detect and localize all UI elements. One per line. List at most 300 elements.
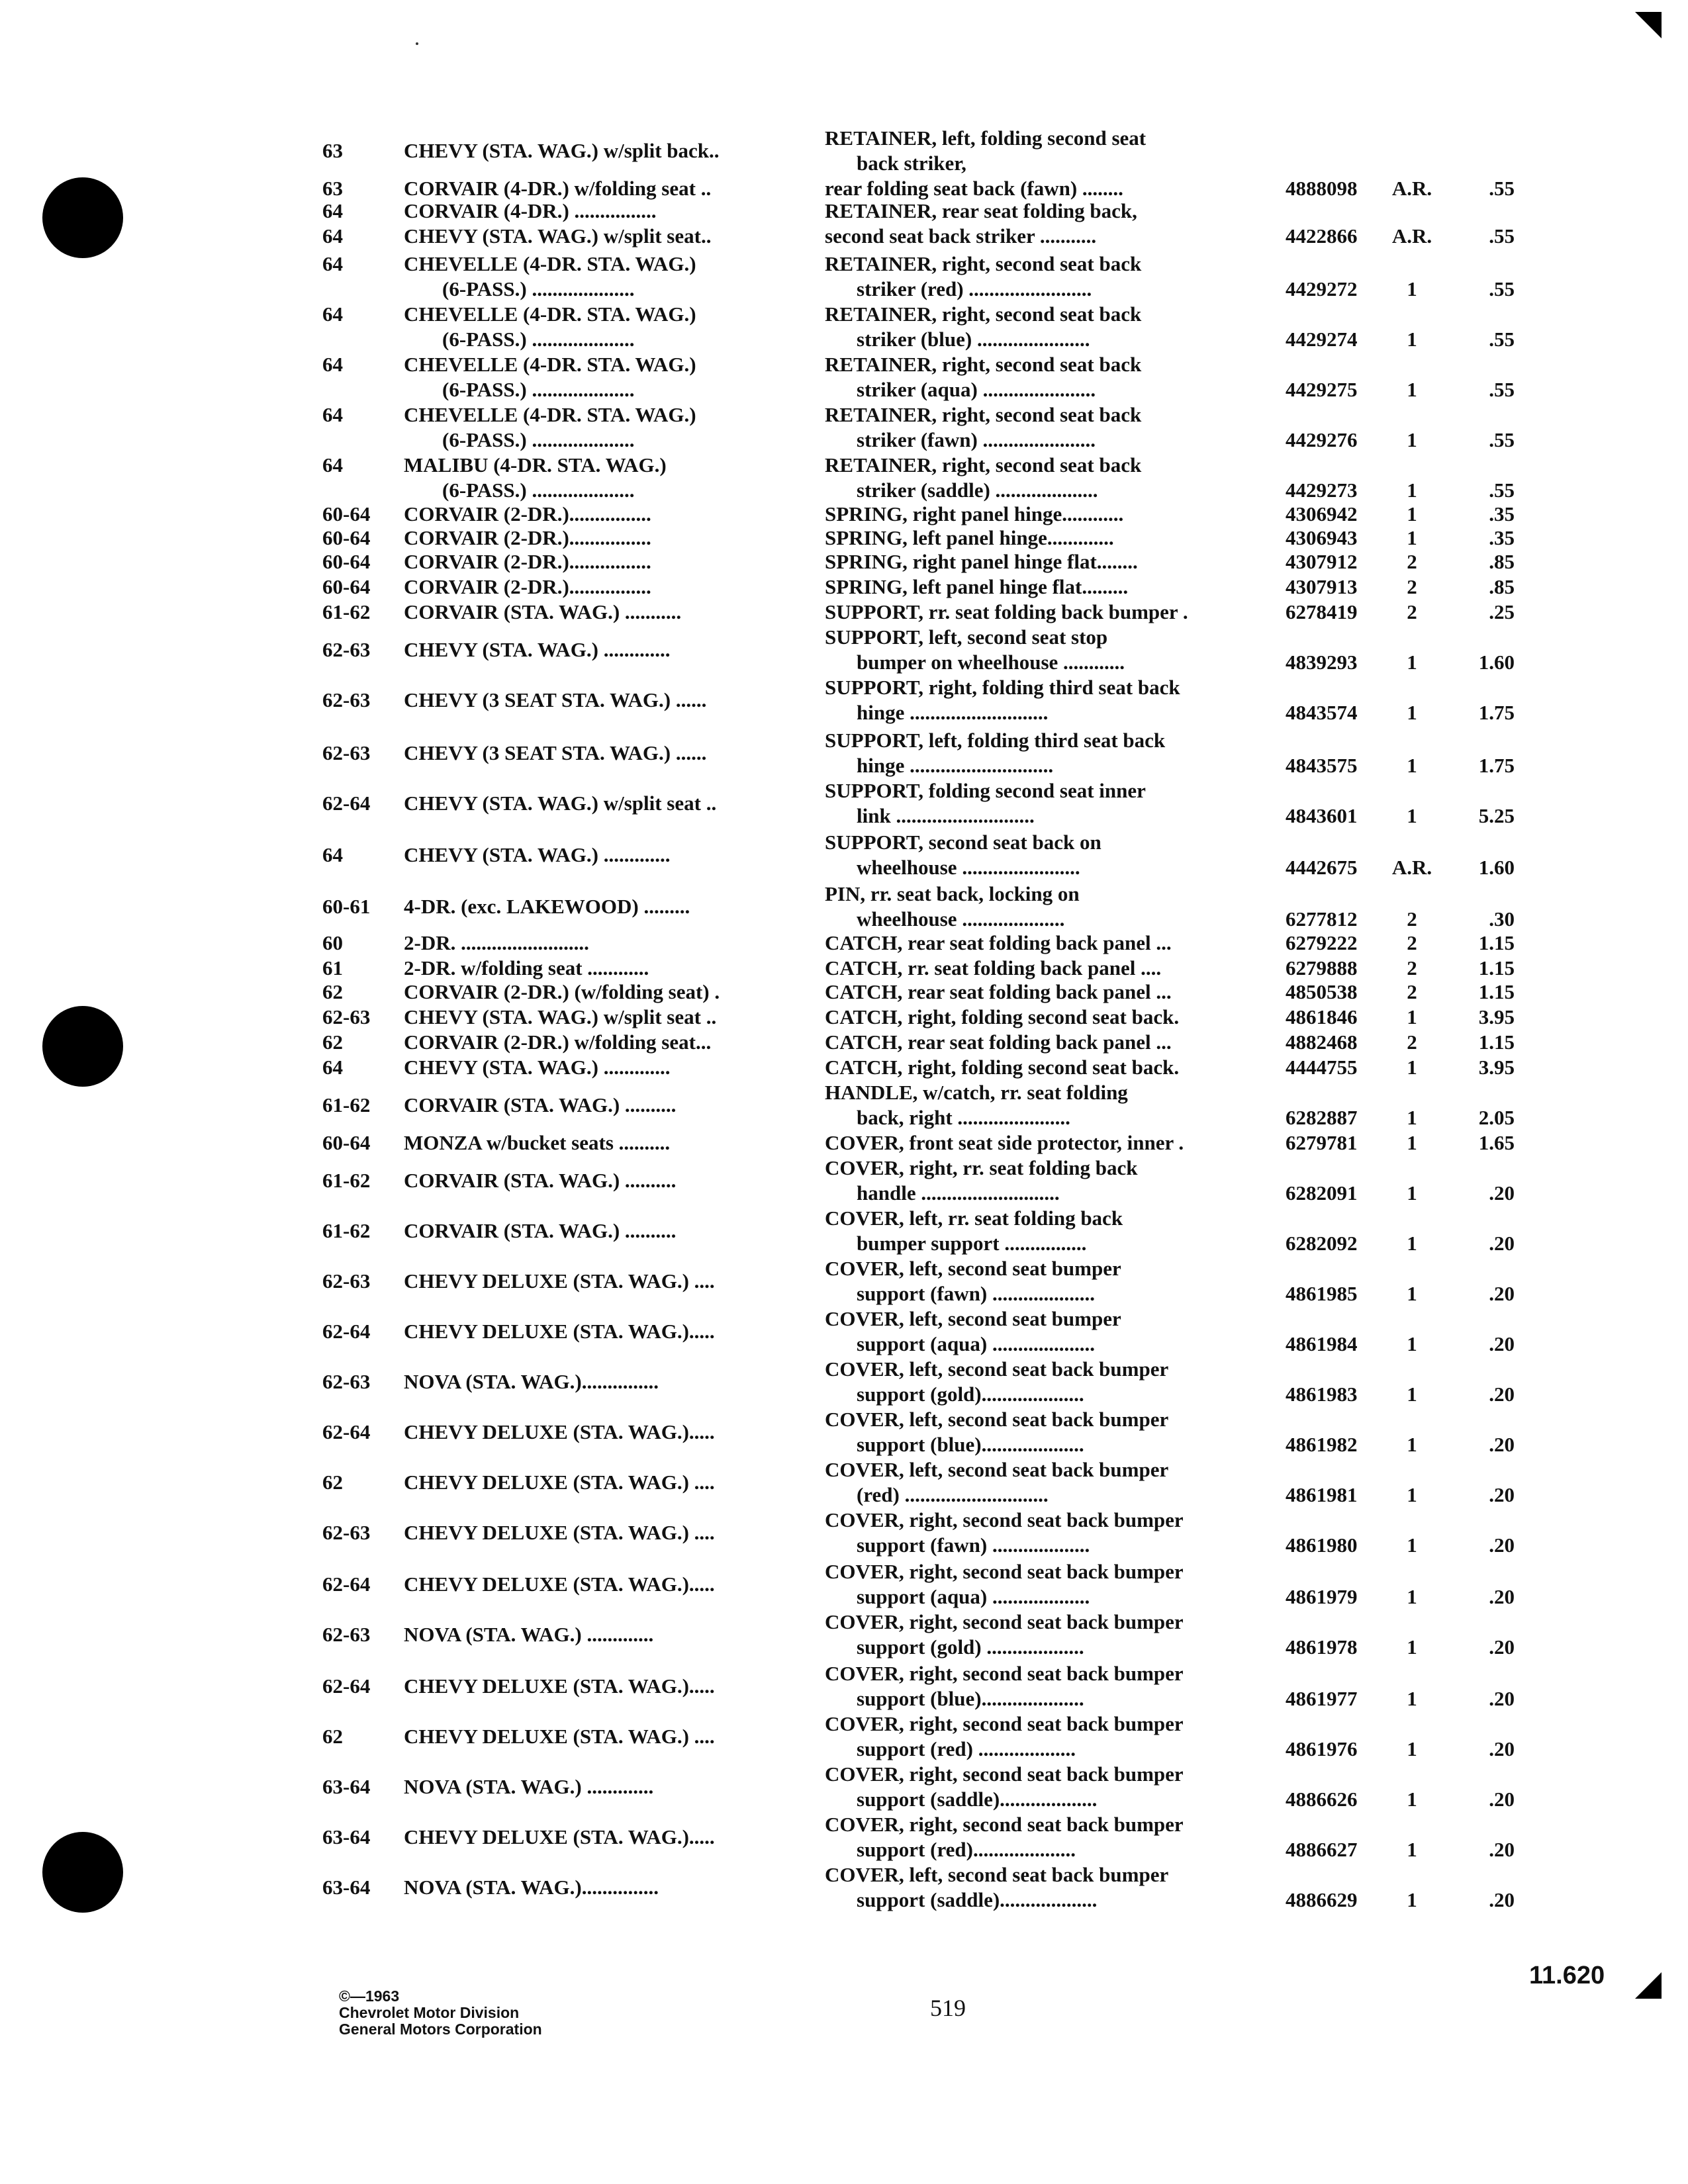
price: .85 <box>1489 575 1515 598</box>
price: .20 <box>1489 1585 1515 1608</box>
quantity: 1 <box>1407 1383 1417 1406</box>
quantity: 1 <box>1407 502 1417 525</box>
description-cell <box>825 1306 1262 1357</box>
price: .20 <box>1489 1181 1515 1205</box>
description-cell <box>825 1256 1262 1306</box>
quantity: 1 <box>1407 1282 1417 1305</box>
binder-hole-top <box>42 177 123 258</box>
part-number: 4442675 <box>1286 856 1358 879</box>
description-line: hinge ........................... <box>857 701 1049 724</box>
year-range: 62-63 <box>322 1623 371 1646</box>
quantity: 2 <box>1407 931 1417 954</box>
price: .20 <box>1489 1383 1515 1406</box>
part-number: 4861977 <box>1286 1687 1358 1710</box>
description-cell <box>825 1559 1262 1610</box>
model-cell <box>404 1269 801 1294</box>
model-cell <box>404 574 801 600</box>
part-number: 6282092 <box>1286 1232 1358 1255</box>
model-cell <box>404 502 801 527</box>
model-line: (6-PASS.) .................... <box>442 328 635 351</box>
year-range: 61-62 <box>322 1219 371 1242</box>
part-number: 4429276 <box>1286 428 1358 451</box>
description-line: RETAINER, left, folding second seat <box>825 126 1147 150</box>
price: .85 <box>1489 550 1515 573</box>
part-number: 4429272 <box>1286 277 1358 300</box>
model-line: CORVAIR (STA. WAG.) .......... <box>404 1093 677 1116</box>
description-cell <box>825 453 1262 503</box>
year-range: 62-63 <box>322 1005 371 1028</box>
part-number: 4886629 <box>1286 1888 1358 1911</box>
model-cell <box>404 224 801 249</box>
description-cell <box>825 402 1262 453</box>
model-line: CHEVELLE (4-DR. STA. WAG.) <box>404 302 696 326</box>
price: 5.25 <box>1478 804 1515 827</box>
price: 1.15 <box>1478 931 1515 954</box>
model-line: (6-PASS.) .................... <box>442 478 635 502</box>
year-range: 63 <box>322 139 343 162</box>
description-cell <box>825 502 1262 527</box>
quantity: 2 <box>1407 907 1417 931</box>
description-cell <box>825 549 1262 574</box>
description-cell <box>825 1206 1262 1256</box>
year-range: 62-63 <box>322 1269 371 1293</box>
model-line: CHEVY (STA. WAG.) w/split seat.. <box>404 224 712 248</box>
quantity: 1 <box>1407 1232 1417 1255</box>
year-range: 60-64 <box>322 1131 371 1154</box>
description-line: SPRING, right panel hinge flat........ <box>825 550 1138 573</box>
model-cell <box>404 352 801 402</box>
year-range: 62-64 <box>322 792 371 815</box>
model-line: (6-PASS.) .................... <box>442 428 635 451</box>
model-cell <box>404 1825 801 1850</box>
quantity: 1 <box>1407 651 1417 674</box>
model-cell <box>404 1369 801 1394</box>
description-line: back striker, <box>857 152 966 175</box>
year-range: 62-63 <box>322 741 371 764</box>
price: .25 <box>1489 600 1515 623</box>
part-number: 4861983 <box>1286 1383 1358 1406</box>
section-number: 11.620 <box>1529 1962 1605 1989</box>
quantity: 2 <box>1407 575 1417 598</box>
quantity: 1 <box>1407 1433 1417 1456</box>
model-line: CHEVY (STA. WAG.) w/split seat .. <box>404 1005 717 1028</box>
model-cell <box>404 1130 801 1156</box>
description-line: COVER, right, second seat back bumper <box>825 1762 1184 1786</box>
year-range: 62-64 <box>322 1420 371 1443</box>
quantity: 1 <box>1407 1181 1417 1205</box>
model-line: CORVAIR (4-DR.) w/folding seat .. <box>404 177 712 200</box>
price: .20 <box>1489 1332 1515 1355</box>
year-range: 62 <box>322 1471 343 1494</box>
model-line: CHEVY (STA. WAG.) w/split back.. <box>404 139 720 162</box>
price: .55 <box>1489 328 1515 351</box>
description-line: support (saddle)................... <box>857 1788 1098 1811</box>
year-range: 64 <box>322 302 343 326</box>
quantity: 1 <box>1407 701 1417 724</box>
quantity: 1 <box>1407 1585 1417 1608</box>
model-cell <box>404 956 801 981</box>
corner-mark-top-right <box>1635 12 1662 38</box>
model-cell <box>404 1218 801 1244</box>
model-line: CORVAIR (STA. WAG.) ........... <box>404 600 682 623</box>
description-cell <box>825 1055 1262 1080</box>
description-line: SPRING, right panel hinge............ <box>825 502 1124 525</box>
description-cell <box>825 778 1262 829</box>
description-cell <box>825 224 1262 249</box>
description-line: COVER, front seat side protector, inner . <box>825 1131 1184 1154</box>
quantity: 1 <box>1407 1635 1417 1659</box>
part-number: 4429275 <box>1286 378 1358 401</box>
description-line: back, right ...................... <box>857 1106 1070 1129</box>
year-range: 60 <box>322 931 343 954</box>
model-line: NOVA (STA. WAG.) ............. <box>404 1623 654 1646</box>
page-speck <box>416 42 418 45</box>
model-cell <box>404 302 801 352</box>
quantity: 1 <box>1407 1131 1417 1154</box>
price: .55 <box>1489 428 1515 451</box>
model-line: CHEVY (STA. WAG.) ............. <box>404 638 671 661</box>
part-number: 4306942 <box>1286 502 1358 525</box>
quantity: 1 <box>1407 1106 1417 1129</box>
model-cell <box>404 1470 801 1495</box>
price: .20 <box>1489 1687 1515 1710</box>
year-range: 63-64 <box>322 1775 371 1798</box>
model-cell <box>404 1420 801 1445</box>
description-line: support (aqua) .................... <box>857 1332 1095 1355</box>
description-line: COVER, right, second seat back bumper <box>825 1712 1184 1735</box>
price: .35 <box>1489 526 1515 549</box>
price: .35 <box>1489 502 1515 525</box>
quantity: 2 <box>1407 1030 1417 1054</box>
part-number: 6282887 <box>1286 1106 1358 1129</box>
division-line: Chevrolet Motor Division <box>339 2004 520 2021</box>
part-number: 4861978 <box>1286 1635 1358 1659</box>
part-number: 4861981 <box>1286 1483 1358 1506</box>
year-range: 61-62 <box>322 600 371 623</box>
model-cell <box>404 251 801 302</box>
part-number: 6277812 <box>1286 907 1358 931</box>
part-number: 4306943 <box>1286 526 1358 549</box>
year-range: 64 <box>322 403 343 426</box>
part-number: 4886627 <box>1286 1838 1358 1861</box>
model-line: CHEVY DELUXE (STA. WAG.) .... <box>404 1725 715 1748</box>
model-cell <box>404 1875 801 1900</box>
page-number: 519 <box>930 1995 966 2021</box>
price: 3.95 <box>1478 1056 1515 1079</box>
model-cell <box>404 402 801 453</box>
model-line: CHEVY DELUXE (STA. WAG.)..... <box>404 1320 715 1343</box>
model-line: CHEVY DELUXE (STA. WAG.) .... <box>404 1269 715 1293</box>
description-cell <box>825 1357 1262 1407</box>
model-line: CHEVELLE (4-DR. STA. WAG.) <box>404 403 696 426</box>
description-cell <box>825 1407 1262 1457</box>
year-range: 60-64 <box>322 502 371 525</box>
description-line: SUPPORT, folding second seat inner <box>825 779 1146 802</box>
year-range: 62-63 <box>322 688 371 711</box>
model-line: NOVA (STA. WAG.)............... <box>404 1370 659 1393</box>
description-line: support (red).................... <box>857 1838 1076 1861</box>
model-line: CORVAIR (STA. WAG.) .......... <box>404 1169 677 1192</box>
description-line: handle ........................... <box>857 1181 1060 1205</box>
description-cell <box>825 728 1262 778</box>
quantity: 1 <box>1407 526 1417 549</box>
description-line: wheelhouse ....................... <box>857 856 1080 879</box>
quantity: 1 <box>1407 378 1417 401</box>
description-line: hinge ............................ <box>857 754 1054 777</box>
description-line: second seat back striker ........... <box>825 224 1097 248</box>
description-cell <box>825 1812 1262 1862</box>
description-line: striker (saddle) .................... <box>857 478 1098 502</box>
description-line: link ........................... <box>857 804 1035 827</box>
model-cell <box>404 549 801 574</box>
part-number: 4888098 <box>1286 177 1358 200</box>
model-cell <box>404 791 801 816</box>
model-cell <box>404 1030 801 1055</box>
description-line: CATCH, right, folding second seat back. <box>825 1005 1180 1028</box>
quantity: 1 <box>1407 277 1417 300</box>
model-line: (6-PASS.) .................... <box>442 277 635 300</box>
model-line: CORVAIR (2-DR.) w/folding seat... <box>404 1030 712 1054</box>
part-number: 4886626 <box>1286 1788 1358 1811</box>
price: 3.95 <box>1478 1005 1515 1028</box>
part-number: 4861985 <box>1286 1282 1358 1305</box>
year-range: 62-64 <box>322 1674 371 1698</box>
description-line: (red) ............................ <box>857 1483 1049 1506</box>
description-line: SUPPORT, left, folding third seat back <box>825 729 1166 752</box>
description-cell <box>825 625 1262 675</box>
part-number: 6279781 <box>1286 1131 1358 1154</box>
description-line: rear folding seat back (fawn) ........ <box>825 177 1123 200</box>
quantity: 1 <box>1407 428 1417 451</box>
model-cell <box>404 1520 801 1545</box>
model-line: (6-PASS.) .................... <box>442 378 635 401</box>
part-number: 4429274 <box>1286 328 1358 351</box>
part-number: 4850538 <box>1286 980 1358 1003</box>
model-cell <box>404 1622 801 1647</box>
description-line: striker (aqua) ...................... <box>857 378 1096 401</box>
price: .20 <box>1489 1635 1515 1659</box>
model-line: CORVAIR (STA. WAG.) .......... <box>404 1219 677 1242</box>
part-number: 4429273 <box>1286 478 1358 502</box>
model-cell <box>404 979 801 1005</box>
model-cell <box>404 1572 801 1597</box>
description-line: COVER, right, second seat back bumper <box>825 1610 1184 1633</box>
quantity: 2 <box>1407 600 1417 623</box>
description-cell <box>825 830 1262 880</box>
quantity: 1 <box>1407 1483 1417 1506</box>
part-number: 4861980 <box>1286 1533 1358 1557</box>
year-range: 62 <box>322 1725 343 1748</box>
price: .20 <box>1489 1533 1515 1557</box>
description-line: RETAINER, rear seat folding back, <box>825 199 1137 222</box>
description-cell <box>825 1005 1262 1030</box>
description-line: support (gold) ................... <box>857 1635 1084 1659</box>
description-line: support (blue).................... <box>857 1433 1084 1456</box>
description-cell <box>825 199 1262 224</box>
model-line: MONZA w/bucket seats .......... <box>404 1131 671 1154</box>
model-cell <box>404 525 801 551</box>
model-line: CHEVY DELUXE (STA. WAG.) .... <box>404 1471 715 1494</box>
model-line: CORVAIR (2-DR.)................ <box>404 550 651 573</box>
model-cell <box>404 842 801 868</box>
model-cell <box>404 176 801 201</box>
model-cell <box>404 637 801 662</box>
description-cell <box>825 525 1262 551</box>
price: .20 <box>1489 1433 1515 1456</box>
description-line: support (aqua) ................... <box>857 1585 1090 1608</box>
part-number: 4307912 <box>1286 550 1358 573</box>
model-line: CORVAIR (2-DR.)................ <box>404 526 651 549</box>
model-line: 4-DR. (exc. LAKEWOOD) ......... <box>404 895 690 918</box>
part-number: 4861979 <box>1286 1585 1358 1608</box>
year-range: 64 <box>322 199 343 222</box>
price: .55 <box>1489 478 1515 502</box>
binder-hole-bottom <box>42 1832 123 1913</box>
quantity: 1 <box>1407 1005 1417 1028</box>
description-line: SPRING, left panel hinge flat......... <box>825 575 1129 598</box>
description-line: SUPPORT, rr. seat folding back bumper . <box>825 600 1188 623</box>
price: .30 <box>1489 907 1515 931</box>
year-range: 63 <box>322 177 343 200</box>
part-number: 4422866 <box>1286 224 1358 248</box>
price: 1.75 <box>1478 701 1515 724</box>
description-line: COVER, right, second seat back bumper <box>825 1662 1184 1685</box>
description-cell <box>825 882 1262 932</box>
quantity: 1 <box>1407 1687 1417 1710</box>
part-number: 4861846 <box>1286 1005 1358 1028</box>
quantity: 1 <box>1407 478 1417 502</box>
year-range: 62-63 <box>322 1521 371 1544</box>
description-line: RETAINER, right, second seat back <box>825 453 1142 477</box>
price: 1.65 <box>1478 1131 1515 1154</box>
description-cell <box>825 574 1262 600</box>
description-line: striker (red) ........................ <box>857 277 1092 300</box>
price: .55 <box>1489 224 1515 248</box>
quantity: 1 <box>1407 328 1417 351</box>
quantity: 2 <box>1407 956 1417 979</box>
description-cell <box>825 1610 1262 1660</box>
year-range: 60-64 <box>322 550 371 573</box>
description-cell <box>825 600 1262 625</box>
quantity: 1 <box>1407 804 1417 827</box>
description-cell <box>825 1030 1262 1055</box>
price: 1.15 <box>1478 1030 1515 1054</box>
description-line: SUPPORT, right, folding third seat back <box>825 676 1180 699</box>
description-line: CATCH, right, folding second seat back. <box>825 1056 1180 1079</box>
description-cell <box>825 352 1262 402</box>
price: .55 <box>1489 277 1515 300</box>
corner-mark-bottom-right <box>1635 1972 1662 1999</box>
description-line: CATCH, rear seat folding back panel ... <box>825 1030 1172 1054</box>
description-line: RETAINER, right, second seat back <box>825 353 1142 376</box>
description-line: support (fawn) ................... <box>857 1533 1090 1557</box>
price: 1.15 <box>1478 980 1515 1003</box>
year-range: 63-64 <box>322 1876 371 1899</box>
description-line: CATCH, rr. seat folding back panel .... <box>825 956 1162 979</box>
price: 1.60 <box>1478 651 1515 674</box>
description-line: support (red) ................... <box>857 1737 1076 1760</box>
description-cell <box>825 1661 1262 1711</box>
description-cell <box>825 1080 1262 1130</box>
description-line: COVER, left, second seat bumper <box>825 1307 1121 1330</box>
model-cell <box>404 1774 801 1799</box>
description-line: PIN, rr. seat back, locking on <box>825 882 1080 905</box>
part-number: 4861984 <box>1286 1332 1358 1355</box>
price: 1.15 <box>1478 956 1515 979</box>
model-cell <box>404 1055 801 1080</box>
description-cell <box>825 251 1262 302</box>
year-range: 62-63 <box>322 1370 371 1393</box>
description-cell <box>825 1711 1262 1762</box>
description-cell <box>825 176 1262 201</box>
description-line: COVER, left, second seat back bumper <box>825 1408 1169 1431</box>
model-line: CHEVELLE (4-DR. STA. WAG.) <box>404 353 696 376</box>
quantity: 1 <box>1407 1888 1417 1911</box>
model-line: CHEVELLE (4-DR. STA. WAG.) <box>404 252 696 275</box>
year-range: 60-64 <box>322 526 371 549</box>
model-cell <box>404 1168 801 1193</box>
description-line: RETAINER, right, second seat back <box>825 302 1142 326</box>
year-range: 61-62 <box>322 1169 371 1192</box>
part-number: 4843574 <box>1286 701 1358 724</box>
model-line: CHEVY (STA. WAG.) ............. <box>404 843 671 866</box>
quantity: 1 <box>1407 754 1417 777</box>
price: 1.60 <box>1478 856 1515 879</box>
description-line: support (saddle)................... <box>857 1888 1098 1911</box>
part-number: 6282091 <box>1286 1181 1358 1205</box>
year-range: 60-64 <box>322 575 371 598</box>
year-range: 64 <box>322 1056 343 1079</box>
model-line: MALIBU (4-DR. STA. WAG.) <box>404 453 667 477</box>
year-range: 62 <box>322 1030 343 1054</box>
part-number: 6279222 <box>1286 931 1358 954</box>
part-number: 4444755 <box>1286 1056 1358 1079</box>
quantity: 1 <box>1407 1332 1417 1355</box>
description-line: COVER, left, rr. seat folding back <box>825 1206 1123 1230</box>
model-line: NOVA (STA. WAG.) ............. <box>404 1775 654 1798</box>
description-line: SUPPORT, left, second seat stop <box>825 625 1108 649</box>
description-line: RETAINER, right, second seat back <box>825 252 1142 275</box>
description-cell <box>825 302 1262 352</box>
description-line: RETAINER, right, second seat back <box>825 403 1142 426</box>
description-line: bumper support ................ <box>857 1232 1087 1255</box>
model-line: CHEVY DELUXE (STA. WAG.)..... <box>404 1674 715 1698</box>
model-cell <box>404 1005 801 1030</box>
model-cell <box>404 1093 801 1118</box>
model-line: CHEVY DELUXE (STA. WAG.)..... <box>404 1572 715 1596</box>
description-cell <box>825 1156 1262 1206</box>
year-range: 64 <box>322 252 343 275</box>
description-cell <box>825 1130 1262 1156</box>
description-line: SUPPORT, second seat back on <box>825 831 1102 854</box>
model-cell <box>404 931 801 956</box>
year-range: 64 <box>322 224 343 248</box>
model-line: 2-DR. w/folding seat ............ <box>404 956 649 979</box>
model-line: CHEVY (3 SEAT STA. WAG.) ...... <box>404 741 707 764</box>
description-line: COVER, right, second seat back bumper <box>825 1813 1184 1836</box>
model-cell <box>404 688 801 713</box>
description-line: HANDLE, w/catch, rr. seat folding <box>825 1081 1128 1104</box>
quantity: 1 <box>1407 1533 1417 1557</box>
description-line: COVER, left, second seat bumper <box>825 1257 1121 1280</box>
description-line: wheelhouse .................... <box>857 907 1065 931</box>
part-number: 4861976 <box>1286 1737 1358 1760</box>
model-cell <box>404 138 801 163</box>
description-line: support (gold).................... <box>857 1383 1084 1406</box>
description-cell <box>825 979 1262 1005</box>
year-range: 62 <box>322 980 343 1003</box>
part-number: 6279888 <box>1286 956 1358 979</box>
